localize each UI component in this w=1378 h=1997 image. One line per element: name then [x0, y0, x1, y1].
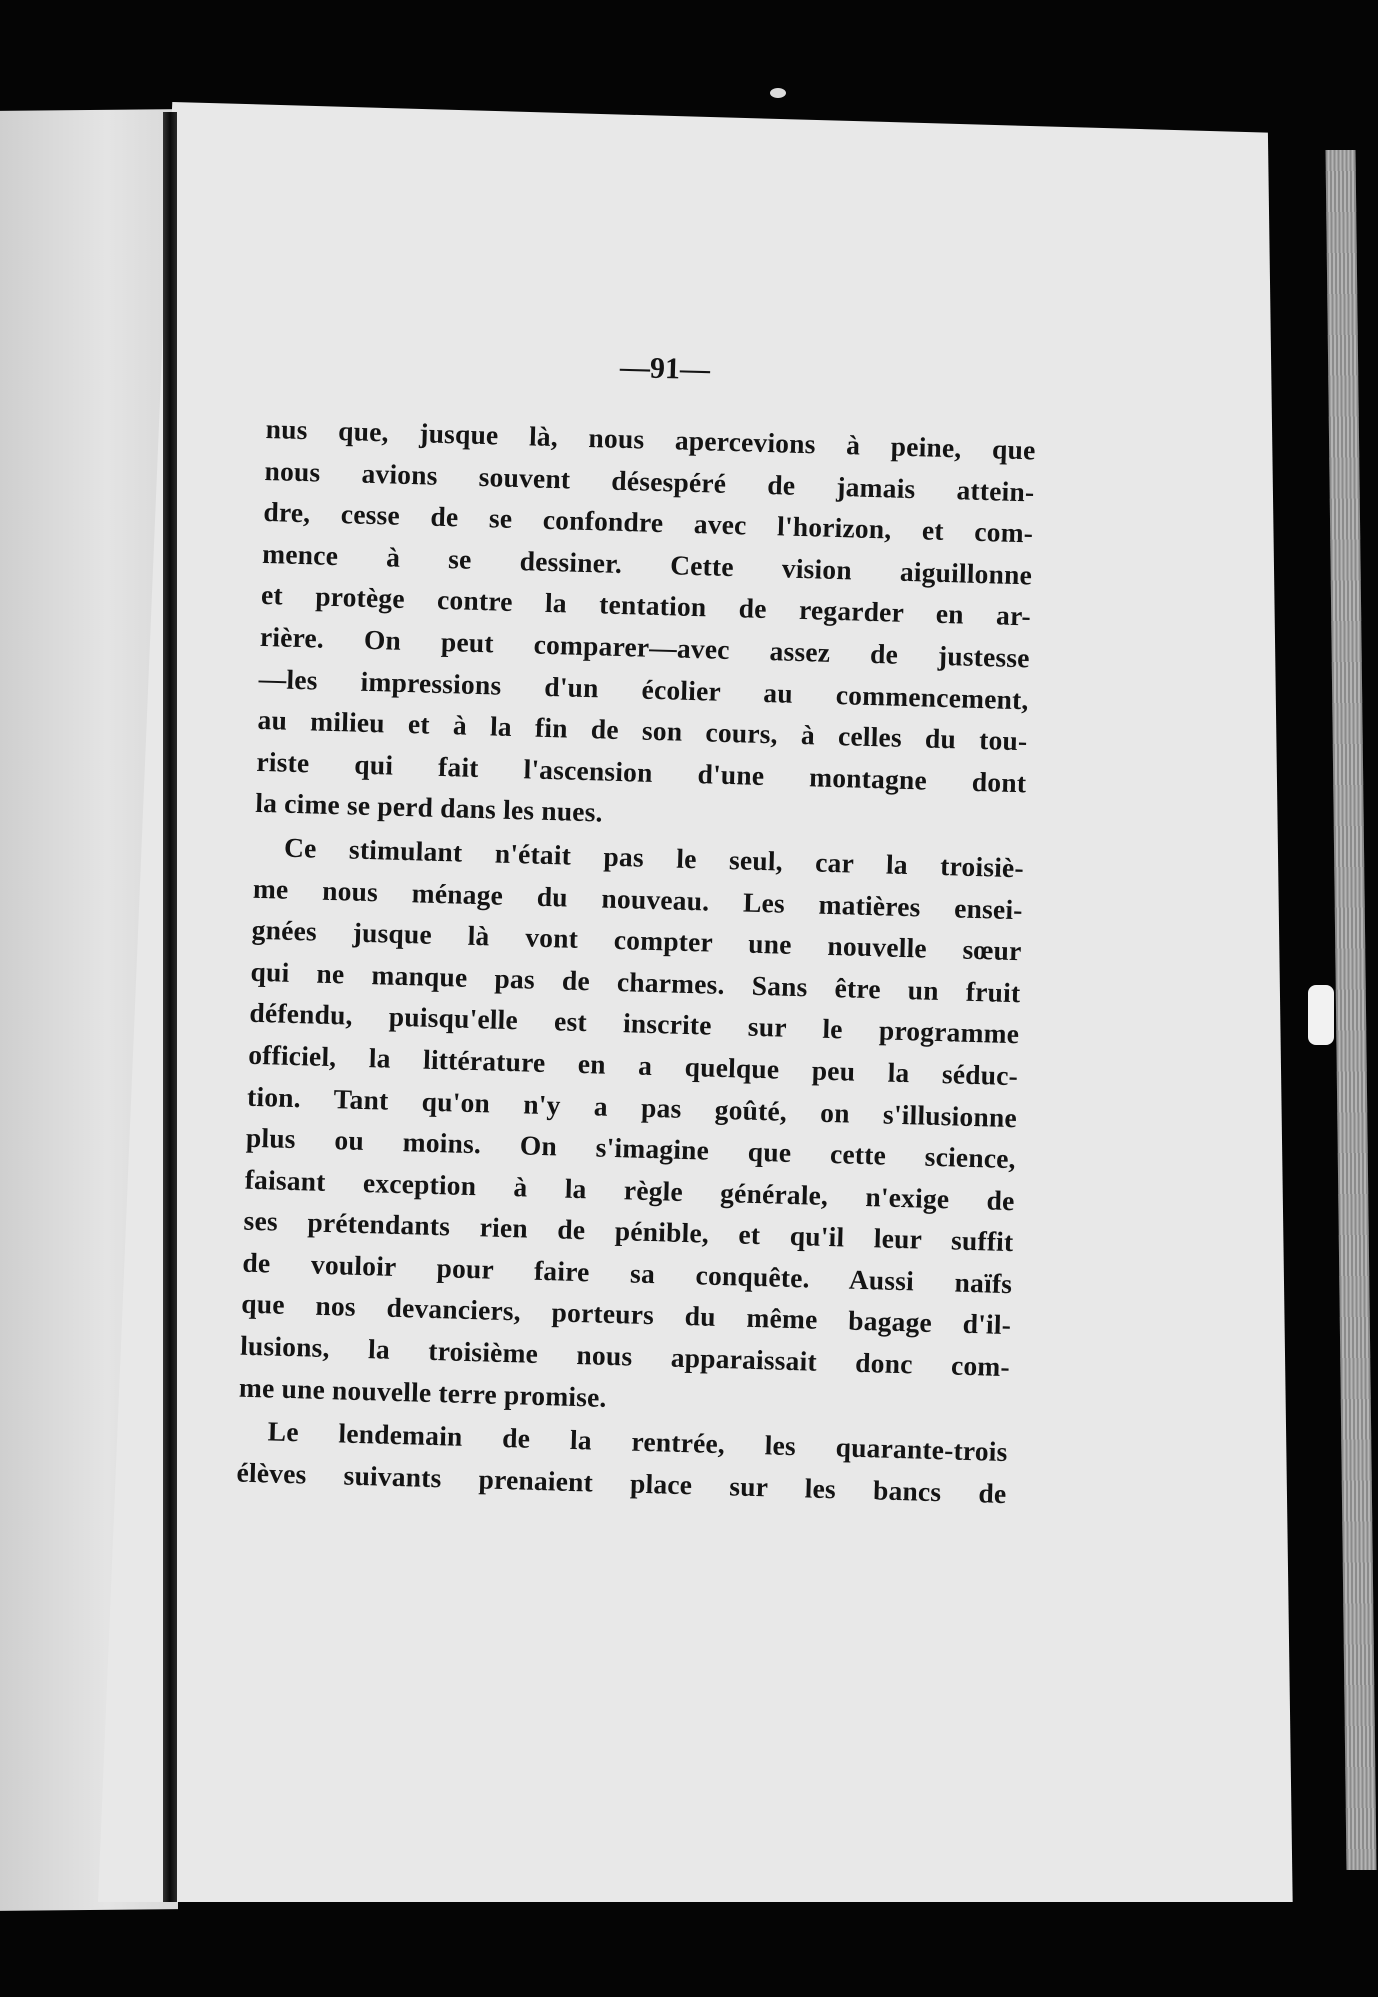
text-line: gnées jusque là vont compter une nouvelle sœur — [251, 913, 1022, 967]
page-body-text — [236, 350, 1038, 1514]
text-line: de vouloir pour faire sa conquête. Aussi naïfs — [242, 1246, 1013, 1300]
text-line: au milieu et à la fin de son cours, à celles du tou- — [257, 704, 1028, 757]
text-line: nous avions souvent désespéré de jamais attein- — [264, 454, 1035, 508]
paragraph — [238, 826, 1024, 1430]
text-line: riste qui fait l'ascension d'une montagne dont — [256, 745, 1027, 799]
text-line: mence à se dessiner. Cette vision aiguillonne — [261, 537, 1033, 591]
text-line: dre, cesse de se confondre avec l'horizon, et com- — [263, 496, 1034, 549]
text-line: plus ou moins. On s'imagine que cette science, — [245, 1121, 1017, 1175]
scan-speck — [770, 88, 786, 98]
text-line: me nous ménage du nouveau. Les matières ensei- — [252, 872, 1024, 925]
text-line: faisant exception à la règle générale, n'exige de — [244, 1163, 1015, 1216]
text-line: défendu, puisqu'elle est inscrite sur le programme — [249, 997, 1020, 1050]
text-line: que nos devanciers, porteurs du même bagage d'il- — [240, 1288, 1012, 1341]
text-line: la cime se perd dans les nues. — [254, 787, 604, 828]
page-number: —91— — [619, 350, 711, 387]
paragraph — [255, 408, 1036, 845]
text-line: —les impressions d'un écolier au commencement, — [258, 662, 1029, 715]
text-line: tion. Tant qu'on n'y a pas goûté, on s'illusionne — [246, 1080, 1018, 1133]
text-line: me une nouvelle terre promise. — [238, 1371, 608, 1413]
page-stain — [1308, 985, 1334, 1045]
book-gutter — [163, 112, 177, 1902]
text-line: et protège contre la tentation de regarder en ar- — [260, 579, 1032, 632]
text-line: rière. On peut comparer—avec assez de justesse — [259, 620, 1031, 674]
text-line: lusions, la troisième nous apparaissait donc com- — [239, 1329, 1011, 1383]
text-line: nus que, jusque là, nous apercevions à peine, que — [265, 412, 1036, 466]
text-line: élèves suivants prenaient place sur les bancs de — [236, 1456, 1007, 1509]
text-line: ses prétendants rien de pénible, et qu'il leur suffit — [243, 1204, 1014, 1258]
text-line: Ce stimulant n'était pas le seul, car la troisiè- — [283, 831, 1025, 884]
text-line: qui ne manque pas de charmes. Sans être un fruit — [250, 955, 1021, 1008]
text-line: Le lendemain de la rentrée, les quarante-trois — [267, 1415, 1008, 1468]
text-line: officiel, la littérature en a quelque peu la séduc- — [247, 1038, 1019, 1092]
